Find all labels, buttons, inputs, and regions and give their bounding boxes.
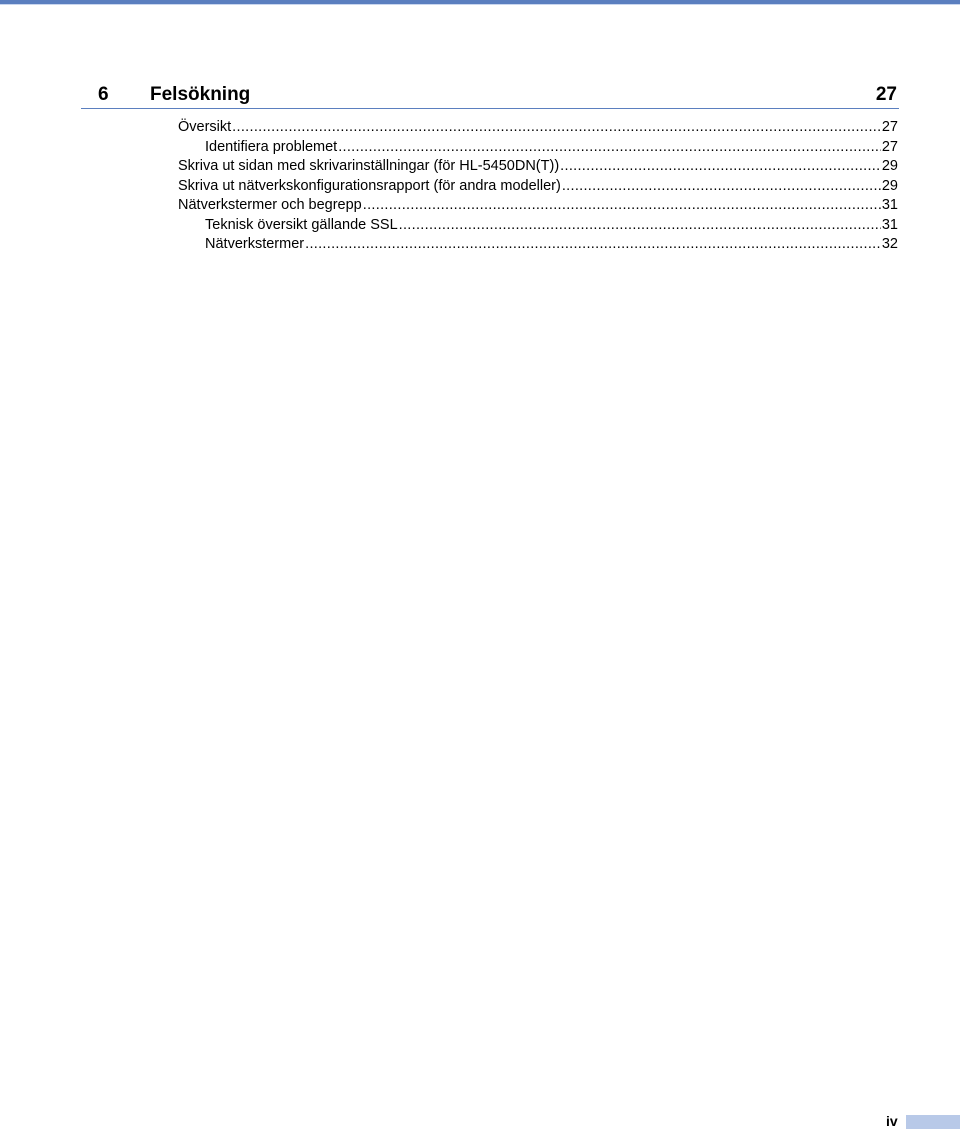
toc-entry-page: 29 — [881, 158, 898, 174]
footer-tab — [906, 1115, 960, 1129]
toc-entry-label: Skriva ut nätverkskonfigurationsrapport (för andra modeller) — [178, 177, 561, 194]
toc-entry[interactable] — [178, 118, 898, 138]
toc-entry-label: Nätverkstermer — [205, 236, 305, 252]
toc-entry-label: Teknisk översikt gällande SSL — [205, 216, 398, 233]
toc-entry-page: 27 — [881, 138, 898, 155]
toc-entry-page: 27 — [881, 119, 898, 135]
toc-entry[interactable] — [178, 157, 898, 177]
toc-entry-label: Nätverkstermer och begrepp — [178, 197, 362, 213]
footer-page-number: iv — [886, 1113, 898, 1129]
toc-entry-page: 31 — [881, 216, 898, 233]
top-rule-shadow — [0, 4, 960, 5]
chapter-title[interactable]: Felsökning — [150, 84, 251, 105]
toc-entry-label: Översikt — [178, 119, 232, 135]
toc-entry[interactable] — [178, 216, 898, 236]
toc-entry[interactable] — [178, 196, 898, 216]
toc-leader-dots — [399, 216, 881, 236]
toc-leader-dots — [560, 157, 881, 177]
toc-entry[interactable] — [178, 138, 898, 158]
chapter-number: 6 — [98, 84, 109, 105]
toc-leader-dots — [338, 138, 881, 158]
toc-leader-dots — [232, 118, 881, 138]
toc-entry-label: Skriva ut sidan med skrivarinställningar (för HL-5450DN(T)) — [178, 158, 560, 174]
chapter-header — [81, 82, 899, 109]
toc-leader-dots — [305, 235, 881, 255]
toc-entry-label: Identifiera problemet — [205, 138, 338, 155]
toc-leader-dots — [363, 196, 881, 216]
toc-leader-dots — [562, 177, 881, 197]
toc-entry[interactable] — [178, 235, 898, 255]
toc-entry-page: 32 — [881, 236, 898, 252]
toc-entry-page: 31 — [881, 197, 898, 213]
toc-entry[interactable] — [178, 177, 898, 197]
chapter-page-number[interactable]: 27 — [875, 84, 897, 105]
toc-entry-page: 29 — [881, 177, 898, 194]
table-of-contents — [178, 118, 898, 255]
